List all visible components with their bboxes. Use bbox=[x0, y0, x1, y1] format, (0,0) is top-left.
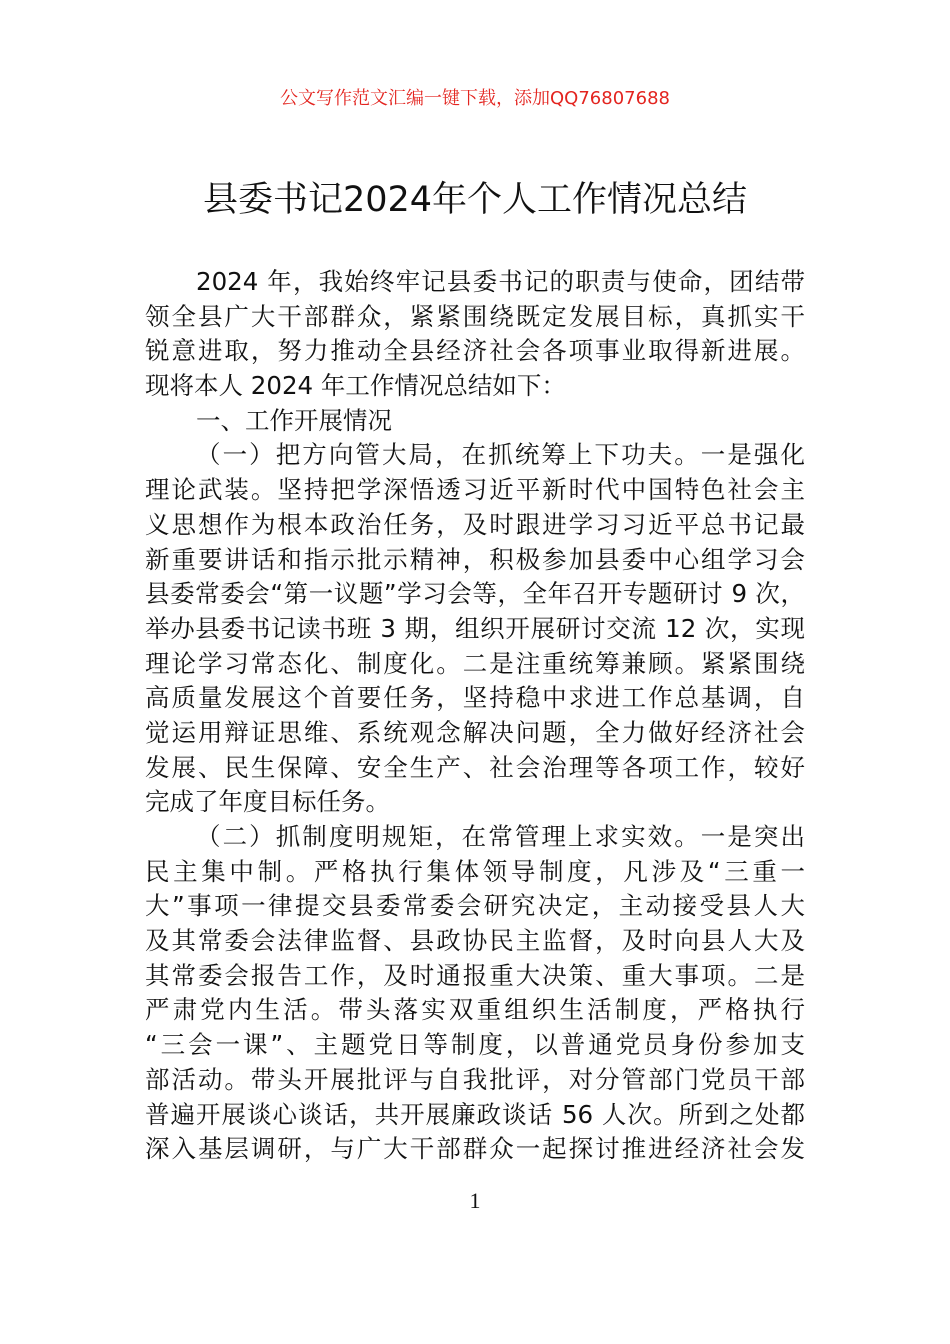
text-line: 深入基层调研，与广大干部群众一起探讨推进经济社会发 bbox=[145, 1134, 805, 1164]
text-line: 高质量发展这个首要任务，坚持稳中求进工作总基调，自 bbox=[145, 683, 805, 713]
text-line: “三会一课”、主题党日等制度，以普通党员身份参加支 bbox=[145, 1030, 805, 1060]
page-number: 1 bbox=[469, 1188, 481, 1213]
text-line: 大”事项一律提交县委常委会研究决定，主动接受县人大 bbox=[145, 891, 805, 921]
document-body bbox=[145, 265, 805, 1167]
text-line: （二）抓制度明规矩，在常管理上求实效。一是突出 bbox=[196, 822, 805, 851]
text-line: 一、工作开展情况 bbox=[196, 405, 392, 435]
header-watermark: 公文写作范文汇编一键下载，添加QQ76807688 bbox=[280, 88, 670, 109]
text-line: 民主集中制。严格执行集体领导制度，凡涉及“三重一 bbox=[145, 856, 805, 886]
text-line: 举办县委书记读书班 3 期，组织开展研讨交流 12 次，实现 bbox=[145, 613, 805, 643]
text-line: 及其常委会法律监督、县政协民主监督，及时向县人大及 bbox=[145, 926, 805, 956]
text-line: 完成了年度目标任务。 bbox=[145, 787, 390, 817]
text-line: 普遍开展谈心谈话，共开展廉政谈话 56 人次。所到之处都 bbox=[145, 1099, 805, 1129]
text-line: 新重要讲话和指示批示精神，积极参加县委中心组学习会 bbox=[145, 544, 805, 574]
text-line: 部活动。带头开展批评与自我批评，对分管部门党员干部 bbox=[145, 1064, 805, 1094]
text-line: 锐意进取，努力推动全县经济社会各项事业取得新进展。 bbox=[145, 336, 805, 366]
text-line: 其常委会报告工作，及时通报重大决策、重大事项。二是 bbox=[145, 960, 805, 990]
text-line: 觉运用辩证思维、系统观念解决问题，全力做好经济社会 bbox=[145, 717, 805, 747]
text-line: 发展、民生保障、安全生产、社会治理等各项工作，较好 bbox=[145, 752, 805, 782]
text-line: 2024 年，我始终牢记县委书记的职责与使命，团结带 bbox=[196, 267, 805, 296]
text-line: （一）把方向管大局，在抓统筹上下功夫。一是强化 bbox=[196, 440, 805, 470]
text-line: 严肃党内生活。带头落实双重组织生活制度，严格执行 bbox=[145, 995, 805, 1025]
text-line: 现将本人 2024 年工作情况总结如下： bbox=[145, 371, 566, 401]
text-line: 义思想作为根本政治任务，及时跟进学习习近平总书记最 bbox=[145, 509, 805, 539]
text-line: 领全县广大干部群众，紧紧围绕既定发展目标，真抓实干 bbox=[145, 301, 805, 331]
document-title: 县委书记2024年个人工作情况总结 bbox=[202, 180, 748, 220]
text-line: 理论学习常态化、制度化。二是注重统筹兼顾。紧紧围绕 bbox=[145, 648, 805, 678]
text-line: 理论武装。坚持把学深悟透习近平新时代中国特色社会主 bbox=[145, 475, 805, 505]
text-line: 县委常委会“第一议题”学习会等，全年召开专题研讨 9 次， bbox=[145, 579, 805, 609]
